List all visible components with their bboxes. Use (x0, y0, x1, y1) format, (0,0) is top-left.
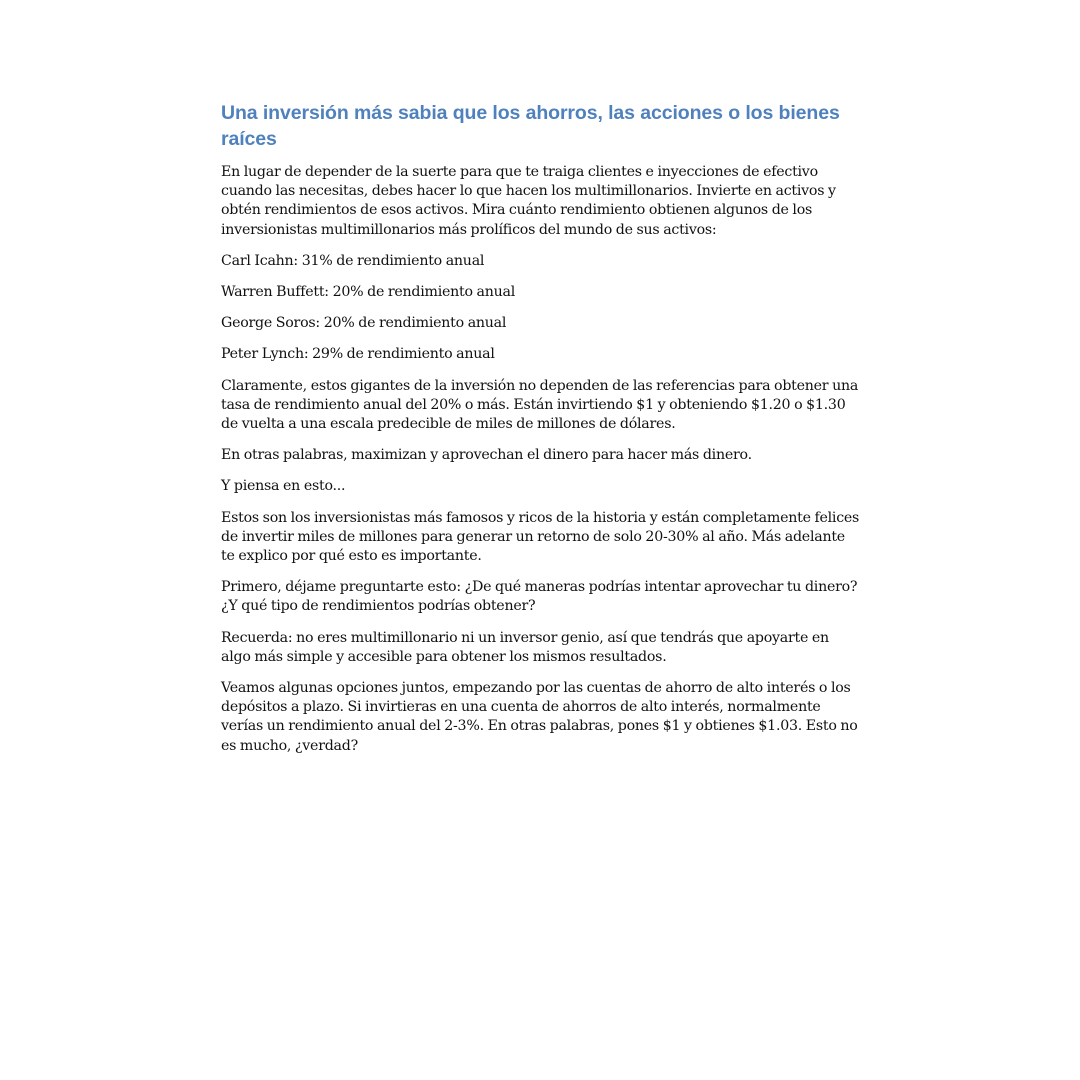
paragraph-famous-investors: Estos son los inversionistas más famosos y ricos de la historia y están completamente felices de invertir miles de millones para generar un retorno de solo 20-30% al año. Más adelante te explico por qué esto es importante. (221, 509, 860, 565)
document-page (221, 100, 861, 768)
paragraph-intro: En lugar de depender de la suerte para que te traiga clientes e inyecciones de efectivo cuando las necesitas, debes hacer lo que hacen los multimillonarios. Invierte en activos y obtén rendimientos de esos activos. Mira cuánto rendimiento obtienen algunos de los inversionistas multimillonarios más prolíficos del mundo de sus activos: (221, 164, 836, 238)
paragraph-investor-icahn: Carl Icahn: 31% de rendimiento anual (221, 252, 485, 269)
paragraph-investor-buffett: Warren Buffett: 20% de rendimiento anual (221, 284, 516, 301)
paragraph-think: Y piensa en esto... (221, 478, 346, 495)
paragraph-clearly: Claramente, estos gigantes de la inversión no dependen de las referencias para obtener una tasa de rendimiento anual del 20% o más. Están invirtiendo $1 y obteniendo $1.20 o $1.30 de vuelta a una escala predecible de miles de millones de dólares. (221, 377, 859, 433)
paragraph-investor-soros: George Soros: 20% de rendimiento anual (221, 315, 507, 332)
paragraph-other-words: En otras palabras, maximizan y aprovechan el dinero para hacer más dinero. (221, 447, 752, 464)
paragraph-first-question: Primero, déjame preguntarte esto: ¿De qué maneras podrías intentar aprovechar tu dinero? ¿Y qué tipo de rendimientos podrías obtener? (221, 579, 858, 615)
paragraph-investor-lynch: Peter Lynch: 29% de rendimiento anual (221, 346, 495, 363)
paragraph-options: Veamos algunas opciones juntos, empezando por las cuentas de ahorro de alto interés o los depósitos a plazo. Si invirtieras en una cuenta de ahorros de alto interés, normalmente verías un rendimiento anual del 2-3%. En otras palabras, pones $1 y obtienes $1.03. Esto no es mucho, ¿verdad? (221, 680, 858, 754)
document-heading: Una inversión más sabia que los ahorros, las acciones o los bienes raíces (221, 102, 840, 150)
paragraph-remember: Recuerda: no eres multimillonario ni un inversor genio, así que tendrás que apoyarte en algo más simple y accesible para obtener los mismos resultados. (221, 629, 829, 665)
